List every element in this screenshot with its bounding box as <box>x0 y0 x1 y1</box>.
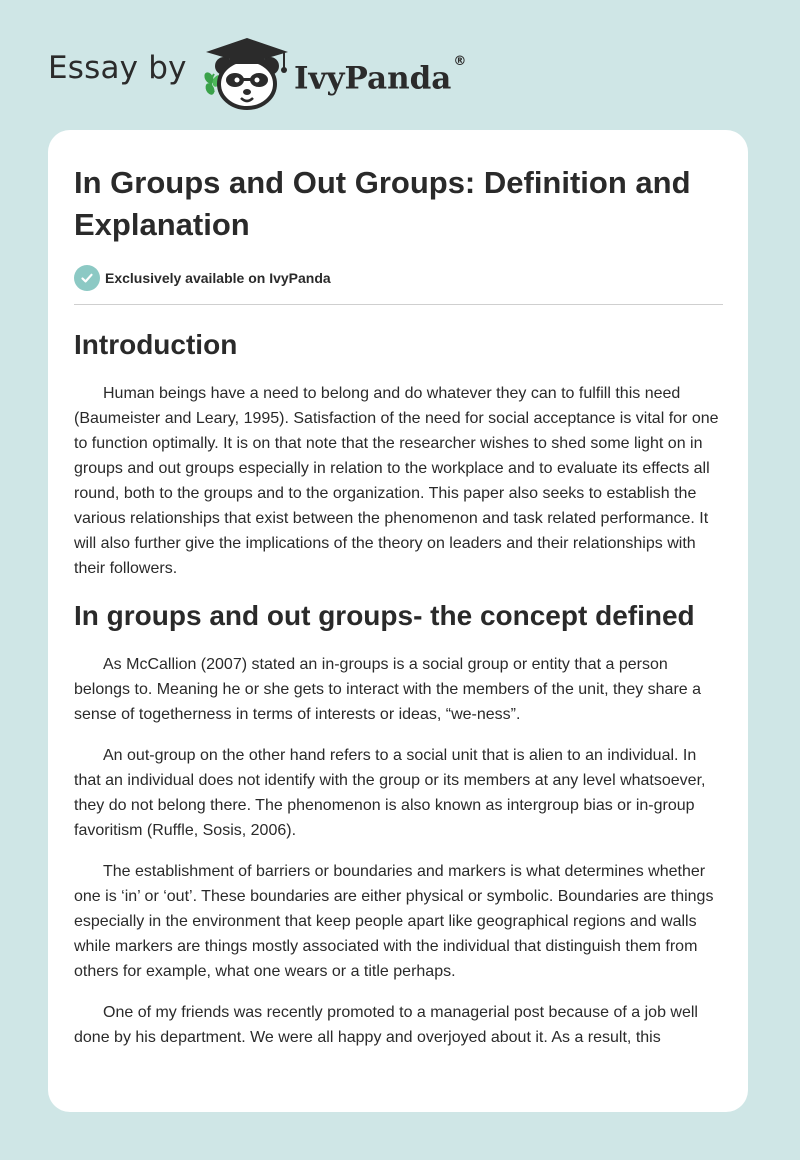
panda-graduate-icon <box>200 34 292 110</box>
brand-name: IvyPanda <box>294 60 452 97</box>
exclusive-badge <box>74 264 723 292</box>
registered-mark: ® <box>453 54 467 69</box>
paragraph: An out-group on the other hand refers to a social unit that is alien to an individual. In that an individual does not identify with the group or its members at any level whatsoever, they do not belong there. The phenomenon is also known as intergroup bias or in-group favoritism (Ruffle, Sosis, 2006). <box>74 747 706 839</box>
section-heading-introduction: Introduction <box>74 329 238 360</box>
article-card <box>48 130 748 1112</box>
article-title: In Groups and Out Groups: Definition and Explanation <box>74 165 691 242</box>
section-heading-concept-defined: In groups and out groups- the concept defined <box>74 600 695 631</box>
check-icon <box>74 265 100 291</box>
paragraph: The establishment of barriers or boundaries and markers is what determines whether one is ‘in’ or ‘out’. These boundaries are either physical or symbolic. Boundaries are things especially in the environment that keep people apart like geographical regions and walls while markers are things mostly associated with the individual that distinguish them from others for example, what one wears or a title perhaps. <box>74 863 714 980</box>
exclusive-label: Exclusively available on IvyPanda <box>105 270 331 286</box>
essay-by-label: Essay by <box>48 50 187 86</box>
brand-logo[interactable] <box>294 54 466 98</box>
paragraph: Human beings have a need to belong and do whatever they can to fulfill this need (Baumeister and Leary, 1995). Satisfaction of the need for social acceptance is vital for one to function optimally. It is on that note that the researcher wishes to shed some light on in groups and out groups especially in relation to the workplace and to evaluate its effects all round, both to the groups and to the organization. This paper also seeks to establish the various relationships that exist between the phenomenon and task related performance. It will also further give the implications of the theory on leaders and their relationships with their followers. <box>74 385 719 577</box>
title-divider <box>74 304 723 305</box>
site-header <box>0 0 800 130</box>
paragraph: As McCallion (2007) stated an in-groups is a social group or entity that a person belongs to. Meaning he or she gets to interact with the members of the unit, they share a sense of togetherness in terms of interests or ideas, “we-ness”. <box>74 656 702 723</box>
article-content <box>74 162 723 1050</box>
paragraph: One of my friends was recently promoted to a managerial post because of a job well done by his department. We were all happy and overjoyed about it. As a result, this <box>74 1004 698 1046</box>
